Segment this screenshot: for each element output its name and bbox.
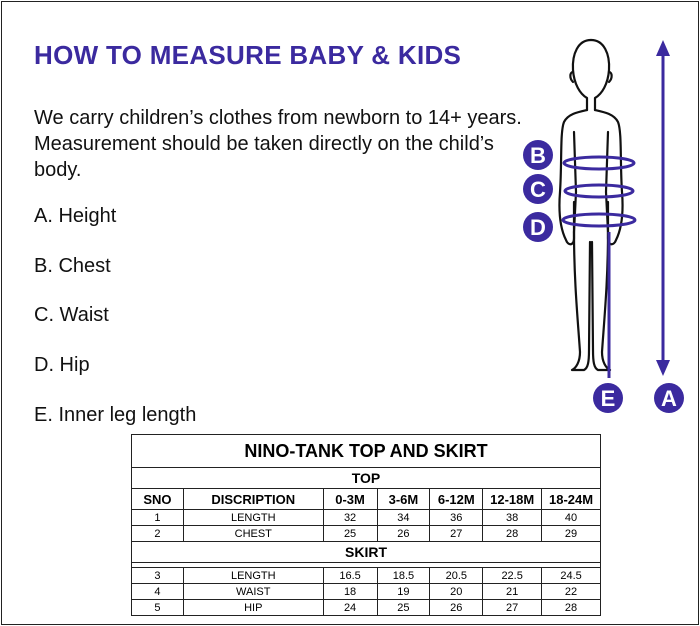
measurement-chest: B. Chest [34,255,111,277]
measurement-figure [520,32,696,418]
svg-text:A: A [661,386,677,411]
table-row [132,510,601,526]
table-cell: 19 [377,584,430,600]
svg-text:B: B [530,143,546,168]
column-header: DISCRIPTION [183,489,323,510]
table-cell: 18.5 [377,568,430,584]
child-silhouette-icon [559,40,622,370]
marker-c [523,174,553,204]
size-guide-card [1,1,699,625]
column-header: 3-6M [377,489,430,510]
table-cell: 28 [542,600,601,616]
svg-text:E: E [600,386,616,411]
table-cell: 34 [377,510,430,526]
section-skirt: SKIRT [132,542,601,563]
measurement-hip: D. Hip [34,354,90,376]
table-cell: 27 [483,600,542,616]
table-header-row [132,489,601,510]
section-top: TOP [132,468,601,489]
table-cell: 40 [542,510,601,526]
table-cell: 2 [132,526,184,542]
table-cell: 24 [323,600,377,616]
table-cell: 25 [323,526,377,542]
table-cell: 5 [132,600,184,616]
measurement-height: A. Height [34,205,117,227]
column-header: 12-18M [483,489,542,510]
table-cell: 24.5 [542,568,601,584]
table-row [132,600,601,616]
marker-d [523,212,553,242]
table-cell: 29 [542,526,601,542]
svg-text:D: D [530,215,546,240]
table-cell: CHEST [183,526,323,542]
table-title: NINO-TANK TOP AND SKIRT [132,435,601,468]
table-cell: 26 [377,526,430,542]
marker-b [523,140,553,170]
table-cell: 25 [377,600,430,616]
column-header: SNO [132,489,184,510]
table-cell: LENGTH [183,510,323,526]
intro-text: We carry children’s clothes from newborn to 14+ years. Measurement should be taken directly on the child’s body. [34,107,522,181]
table-cell: 28 [483,526,542,542]
table-row [132,584,601,600]
table-cell: 27 [430,526,483,542]
table-cell: HIP [183,600,323,616]
measurement-waist: C. Waist [34,304,109,326]
table-row [132,526,601,542]
size-table [131,434,601,616]
table-cell: 21 [483,584,542,600]
table-cell: 18 [323,584,377,600]
column-header: 18-24M [542,489,601,510]
double-arrow-icon [656,40,670,376]
column-header: 0-3M [323,489,377,510]
svg-text:C: C [530,177,546,202]
table-cell: 1 [132,510,184,526]
marker-e [593,383,623,413]
table-cell: 22.5 [483,568,542,584]
measurement-inner-leg: E. Inner leg length [34,404,197,426]
column-header: 6-12M [430,489,483,510]
table-cell: 22 [542,584,601,600]
table-cell: 16.5 [323,568,377,584]
table-cell: LENGTH [183,568,323,584]
table-cell: 20 [430,584,483,600]
table-cell: 3 [132,568,184,584]
table-cell: 4 [132,584,184,600]
table-cell: 38 [483,510,542,526]
table-cell: WAIST [183,584,323,600]
page-title: HOW TO MEASURE BABY & KIDS [34,40,462,70]
marker-a [654,383,684,413]
table-cell: 36 [430,510,483,526]
table-cell: 32 [323,510,377,526]
table-cell: 26 [430,600,483,616]
table-cell: 20.5 [430,568,483,584]
table-row [132,568,601,584]
